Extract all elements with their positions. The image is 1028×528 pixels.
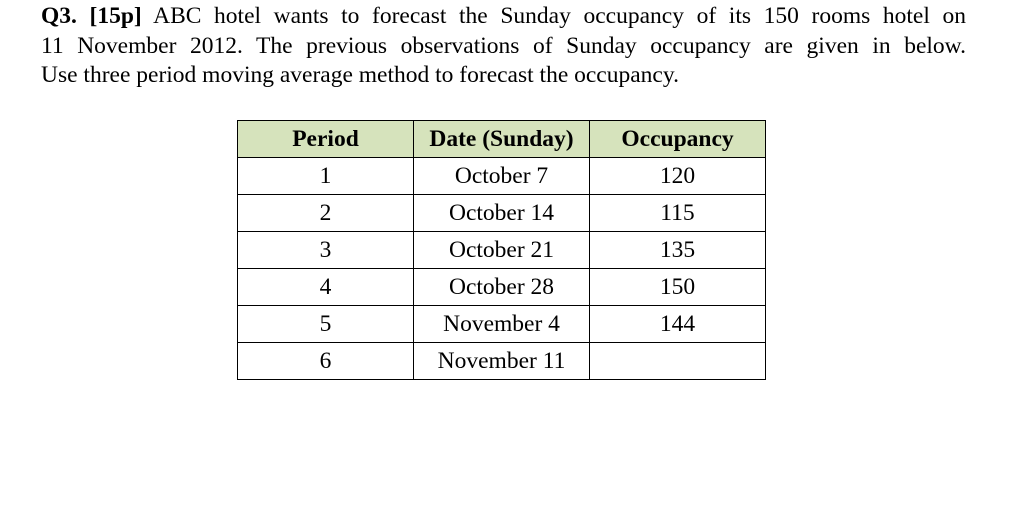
table-row xyxy=(238,343,766,380)
table-row xyxy=(238,232,766,269)
cell-period: 6 xyxy=(238,343,414,380)
question-label: Q3. [15p] xyxy=(41,3,142,29)
cell-period: 3 xyxy=(238,232,414,269)
question-line-3: Use three period moving average method to forecast the occupancy. xyxy=(41,62,679,88)
cell-occupancy xyxy=(590,343,766,380)
cell-date: October 21 xyxy=(414,232,590,269)
table-row xyxy=(238,269,766,306)
cell-date: October 14 xyxy=(414,195,590,232)
table-row xyxy=(238,158,766,195)
header-date: Date (Sunday) xyxy=(414,121,590,158)
cell-occupancy: 135 xyxy=(590,232,766,269)
header-occupancy: Occupancy xyxy=(590,121,766,158)
table-row xyxy=(238,195,766,232)
cell-date: October 7 xyxy=(414,158,590,195)
occupancy-table xyxy=(237,120,766,380)
cell-occupancy: 120 xyxy=(590,158,766,195)
cell-period: 5 xyxy=(238,306,414,343)
cell-period: 2 xyxy=(238,195,414,232)
question-line-1 xyxy=(41,2,966,32)
table-row xyxy=(238,306,766,343)
cell-period: 1 xyxy=(238,158,414,195)
cell-period: 4 xyxy=(238,269,414,306)
cell-date: November 4 xyxy=(414,306,590,343)
cell-occupancy: 144 xyxy=(590,306,766,343)
cell-occupancy: 150 xyxy=(590,269,766,306)
question-line-1-text: ABC hotel wants to forecast the Sunday occupancy of its 150 rooms hotel on xyxy=(153,3,966,29)
table-header-row xyxy=(238,121,766,158)
question-text xyxy=(41,2,966,91)
question-line-2: 11 November 2012. The previous observations of Sunday occupancy are given in below. xyxy=(41,32,966,59)
cell-occupancy: 115 xyxy=(590,195,766,232)
header-period: Period xyxy=(238,121,414,158)
cell-date: November 11 xyxy=(414,343,590,380)
cell-date: October 28 xyxy=(414,269,590,306)
